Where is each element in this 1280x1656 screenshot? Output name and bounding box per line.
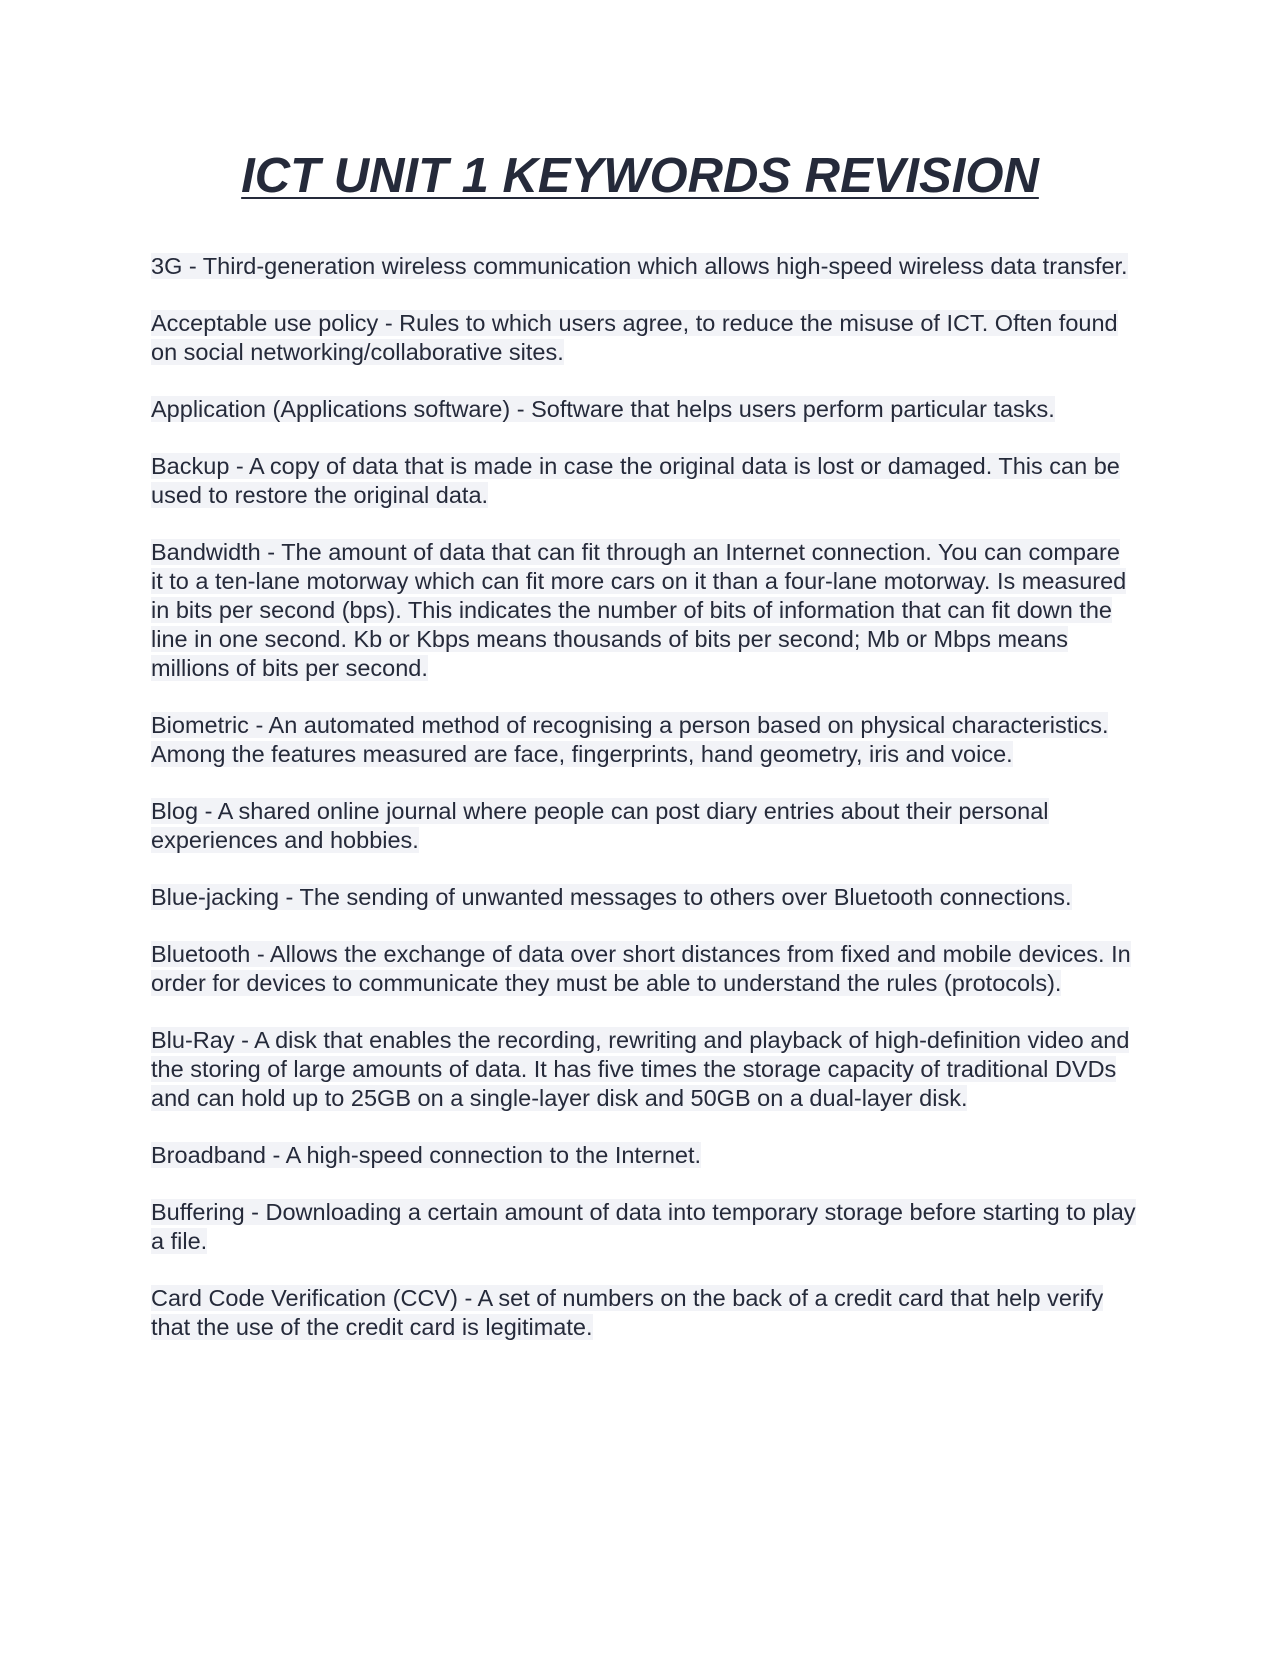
keyword-entry-application [151, 395, 1136, 424]
keyword-entry-blu-ray [151, 1026, 1136, 1113]
keyword-entry-buffering [151, 1198, 1136, 1256]
keyword-entry-biometric [151, 711, 1136, 769]
keyword-list [151, 252, 1136, 1370]
keyword-entry-text: Backup - A copy of data that is made in case the original data is lost or damaged. This can be used to restore the original data. [151, 453, 1120, 508]
page-title: ICT UNIT 1 KEYWORDS REVISION [241, 149, 1039, 203]
keyword-entry-blog [151, 797, 1136, 855]
keyword-entry-text: Blu-Ray - A disk that enables the recording, rewriting and playback of high-definition video and the storing of large amounts of data. It has five times the storage capacity of traditional DVDs and can hold up to 25GB on a single-layer disk and 50GB on a dual-layer disk. [151, 1027, 1130, 1111]
keyword-entry-text: Blog - A shared online journal where people can post diary entries about their personal experiences and hobbies. [151, 798, 1049, 853]
keyword-entry-text: Blue-jacking - The sending of unwanted messages to others over Bluetooth connections. [151, 884, 1072, 910]
keyword-entry-bluetooth [151, 940, 1136, 998]
keyword-entry-blue-jacking [151, 883, 1136, 912]
keyword-entry-broadband [151, 1141, 1136, 1170]
keyword-entry-bandwidth [151, 538, 1136, 683]
keyword-entry-text: Buffering - Downloading a certain amount of data into temporary storage before starting to play a file. [151, 1199, 1136, 1254]
keyword-entry-card-code-verification [151, 1284, 1136, 1342]
keyword-entry-text: Acceptable use policy - Rules to which users agree, to reduce the misuse of ICT. Often found on social networking/collaborative sites. [151, 310, 1118, 365]
keyword-entry-text: 3G - Third-generation wireless communication which allows high-speed wireless data transfer. [151, 253, 1128, 279]
keyword-entry-text: Application (Applications software) - Software that helps users perform particular tasks. [151, 396, 1055, 422]
keyword-entry-acceptable-use-policy [151, 309, 1136, 367]
keyword-entry-3g [151, 252, 1136, 281]
keyword-entry-text: Biometric - An automated method of recognising a person based on physical characteristics. Among the features measured are face, fingerprints, hand geometry, iris and voice. [151, 712, 1109, 767]
keyword-entry-text: Bluetooth - Allows the exchange of data over short distances from fixed and mobile devices. In order for devices to communicate they must be able to understand the rules (protocols). [151, 941, 1131, 996]
keyword-entry-text: Broadband - A high-speed connection to the Internet. [151, 1142, 702, 1168]
keyword-entry-text: Card Code Verification (CCV) - A set of numbers on the back of a credit card that help verify that the use of the credit card is legitimate. [151, 1285, 1104, 1340]
keyword-entry-text: Bandwidth - The amount of data that can fit through an Internet connection. You can compare it to a ten-lane motorway which can fit more cars on it than a four-lane motorway. Is measured in bits per second (bps). This indicates the number of bits of information that can fit down the line in one second. Kb or Kbps means thousands of bits per second; Mb or Mbps means millions of bits per second. [151, 539, 1127, 681]
keyword-entry-backup [151, 452, 1136, 510]
